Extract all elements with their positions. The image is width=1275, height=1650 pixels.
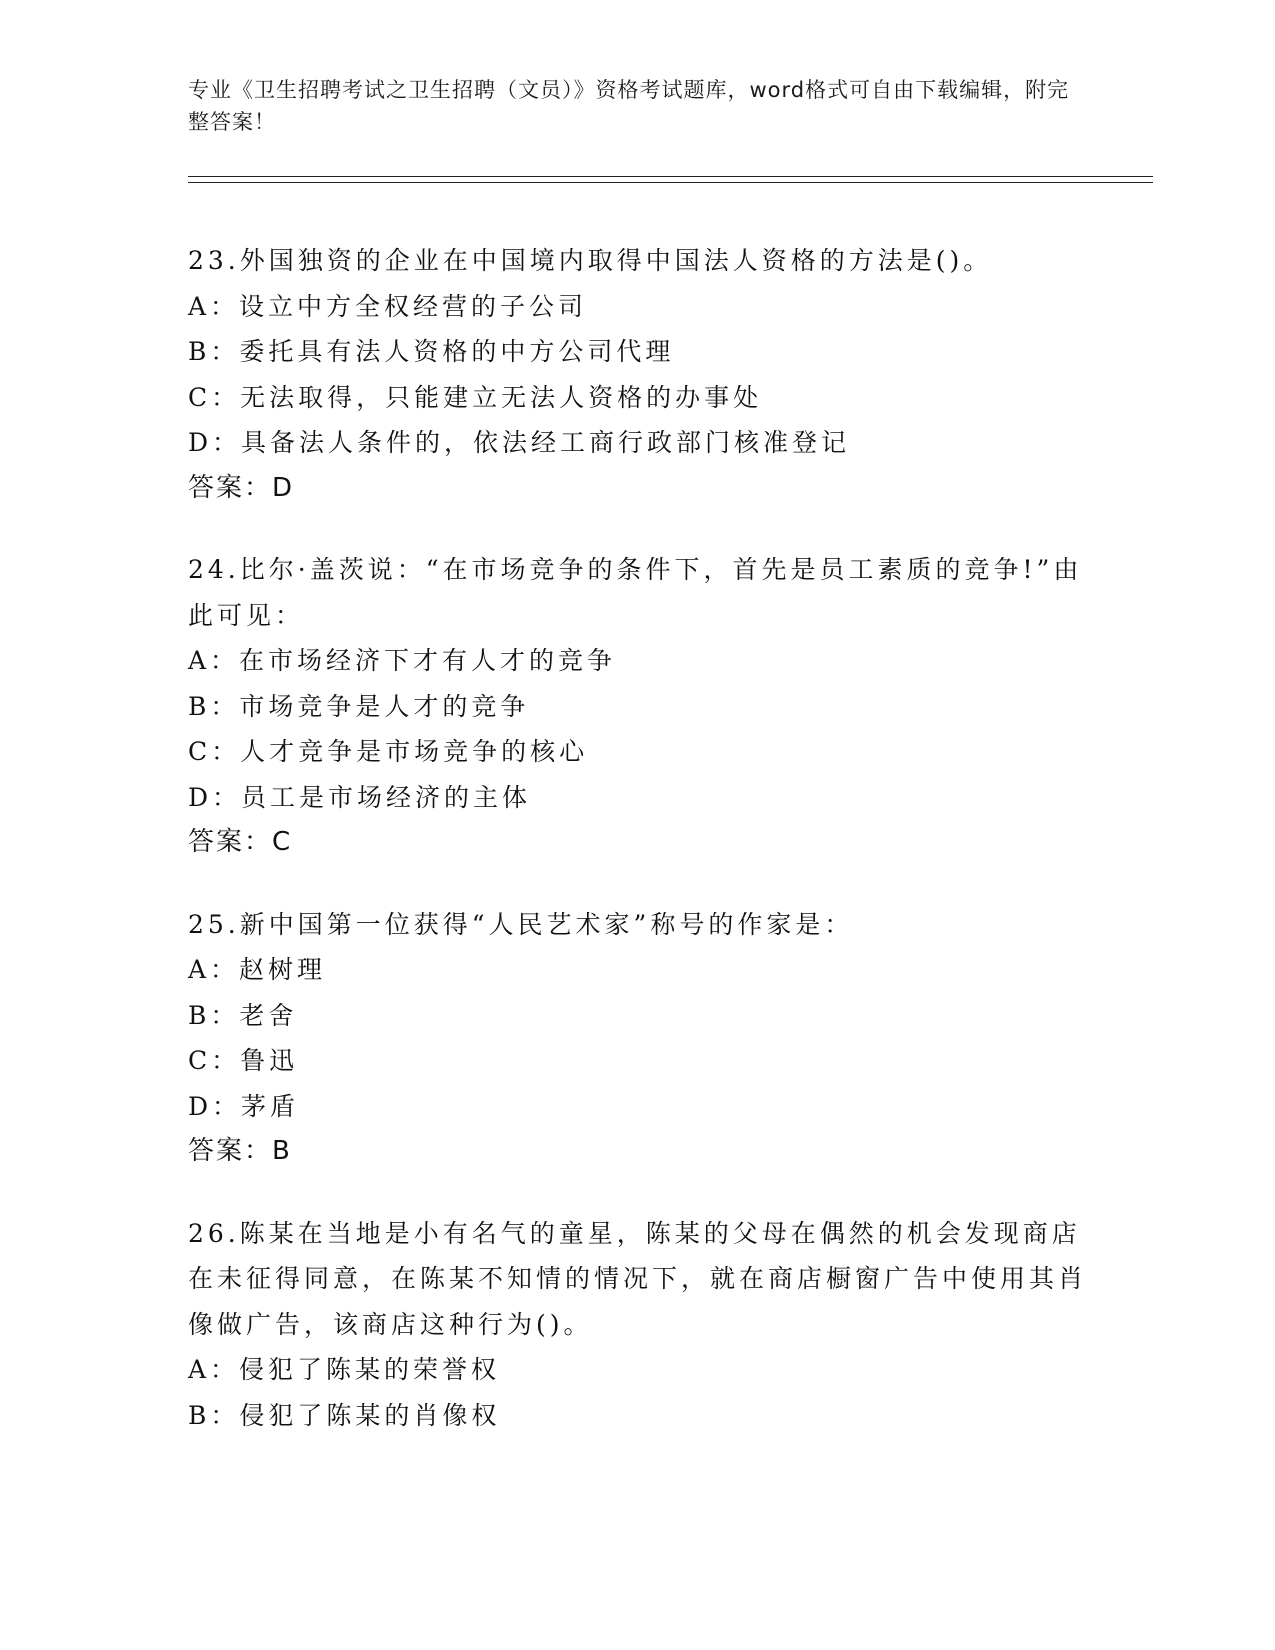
option-a: A：侵犯了陈某的荣誉权 <box>188 1355 501 1384</box>
question-stem <box>188 902 1088 948</box>
header-divider-bottom <box>188 182 1153 183</box>
question-text: 外国独资的企业在中国境内取得中国法人资格的方法是()。 <box>239 246 993 275</box>
option-a: A：在市场经济下才有人才的竞争 <box>188 646 617 675</box>
question-list <box>188 238 1088 1474</box>
answer-line: 答案：D <box>188 472 295 503</box>
question-stem <box>188 1211 1088 1348</box>
question-number: 25. <box>188 909 240 939</box>
question-23 <box>188 238 1088 511</box>
question-text: 新中国第一位获得“人民艺术家”称号的作家是： <box>239 909 854 939</box>
option-d: D：员工是市场经济的主体 <box>188 782 532 812</box>
option-c: C：无法取得，只能建立无法人资格的办事处 <box>188 382 763 412</box>
option-b: B：委托具有法人资格的中方公司代理 <box>188 337 675 366</box>
option-d: D：具备法人条件的，依法经工商行政部门核准登记 <box>188 428 851 457</box>
option-a: A：赵树理 <box>188 955 327 984</box>
option-d: D：茅盾 <box>188 1091 300 1121</box>
header-text: 专业《卫生招聘考试之卫生招聘（文员）》资格考试题库，word格式可自由下载编辑，附完整答案！ <box>188 78 1070 134</box>
option-b: B：市场竞争是人才的竞争 <box>188 691 530 721</box>
answer-line: 答案：C <box>188 827 293 857</box>
option-c: C：人才竞争是市场竞争的核心 <box>188 737 589 766</box>
question-stem <box>188 547 1088 638</box>
question-number: 26. <box>188 1218 240 1248</box>
question-stem <box>188 238 1088 284</box>
header-divider-top <box>188 176 1153 177</box>
question-number: 23. <box>188 246 240 275</box>
option-c: C：鲁迅 <box>188 1046 299 1075</box>
question-number: 24. <box>188 555 240 584</box>
option-b: B：老舍 <box>188 1000 298 1030</box>
option-a: A：设立中方全权经营的子公司 <box>188 291 588 321</box>
question-24 <box>188 547 1088 866</box>
option-b: B：侵犯了陈某的肖像权 <box>188 1400 501 1430</box>
document-header <box>188 74 1088 138</box>
question-text: 陈某在当地是小有名气的童星，陈某的父母在偶然的机会发现商店在未征得同意，在陈某不知情的情况下，就在商店橱窗广告中使用其肖像做广告，该商店这种行为()。 <box>188 1218 1088 1339</box>
question-26 <box>188 1211 1088 1439</box>
question-25 <box>188 902 1088 1175</box>
question-text: 比尔·盖茨说：“在市场竞争的条件下，首先是员工素质的竞争!”由此可见： <box>188 555 1083 630</box>
answer-line: 答案：B <box>188 1136 292 1166</box>
